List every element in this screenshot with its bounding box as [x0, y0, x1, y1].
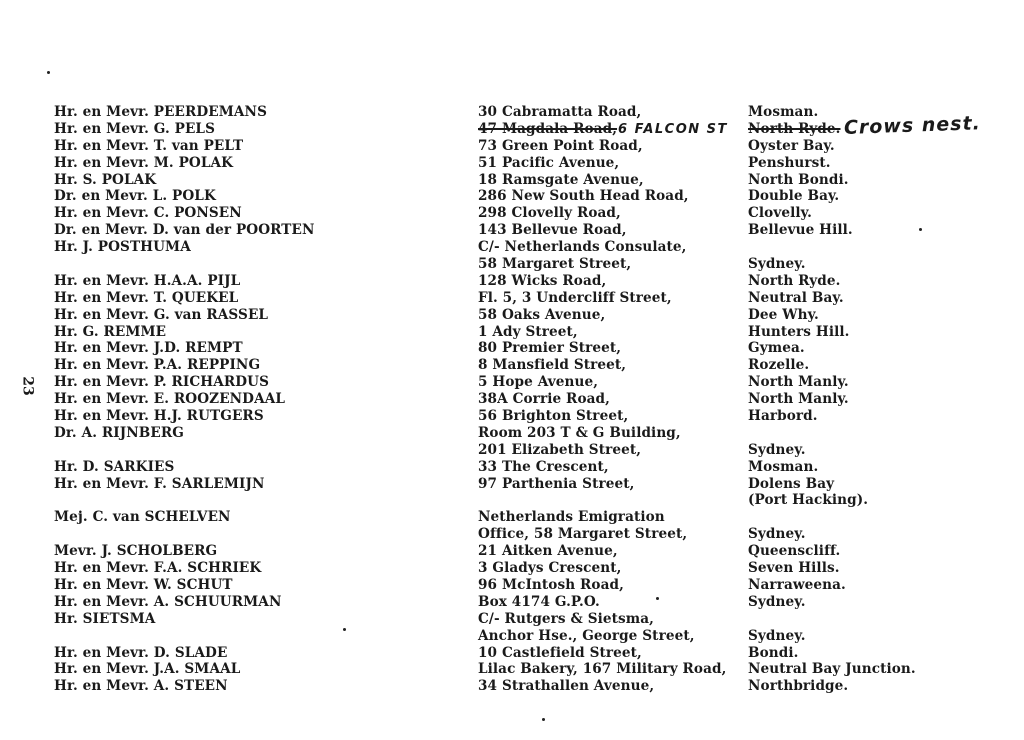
address-line: 143 Bellevue Road,	[478, 222, 627, 239]
address-line: 10 Castlefield Street,	[478, 644, 642, 661]
name-line	[54, 526, 474, 543]
name-line: Hr. G. REMME	[54, 323, 167, 340]
address-line: 201 Elizabeth Street,	[478, 441, 642, 458]
suburb-line: Sydney.	[748, 593, 806, 610]
name-line	[54, 628, 474, 645]
name-line: Hr. en Mevr. F.A. SCHRIEK	[54, 560, 262, 577]
name-line: Hr. SIETSMA	[54, 610, 156, 627]
name-line: Hr. en Mevr. E. ROOZENDAAL	[54, 391, 286, 408]
suburb-line: Sydney.	[748, 526, 806, 543]
address-line: Fl. 5, 3 Undercliff Street,	[478, 289, 672, 306]
suburb-line: Queenscliff.	[748, 543, 841, 560]
name-line: Hr. en Mevr. P.A. REPPING	[54, 357, 261, 374]
suburb-line	[748, 509, 1008, 526]
address-line: 73 Green Point Road,	[478, 137, 643, 154]
suburb-line: Gymea.	[748, 340, 805, 357]
address-line: Anchor Hse., George Street,	[478, 627, 695, 644]
name-line: Hr. J. POSTHUMA	[54, 239, 191, 256]
address-line: Box 4174 G.P.O.	[478, 593, 600, 610]
name-line: Hr. en Mevr. C. PONSEN	[54, 205, 242, 222]
struck-suburb: North Ryde.	[748, 120, 841, 137]
suburb-line: Dee Why.	[748, 306, 819, 323]
suburb-line: Mosman.	[748, 458, 819, 475]
name-line: Hr. en Mevr. T. QUEKEL	[54, 289, 239, 306]
suburb-line: Bondi.	[748, 644, 799, 661]
name-line: Hr. en Mevr. W. SCHUT	[54, 576, 233, 593]
suburb-line: Sydney.	[748, 627, 806, 644]
struck-address: 47 Magdala Road,	[478, 120, 618, 137]
suburb-line: Mosman.	[748, 104, 819, 120]
name-line: Hr. en Mevr. H.J. RUTGERS	[54, 408, 264, 425]
address-line: 128 Wicks Road,	[478, 272, 607, 289]
address-line: 1 Ady Street,	[478, 323, 578, 340]
suburb-line: North Ryde.	[748, 272, 841, 289]
name-line: Dr. en Mevr. D. van der POORTEN	[54, 222, 315, 239]
address-line: 58 Margaret Street,	[478, 256, 632, 273]
suburb-line	[748, 425, 1008, 442]
suburb-line: Double Bay.	[748, 188, 840, 205]
suburb-line: Neutral Bay.	[748, 289, 844, 306]
scan-speck	[656, 597, 659, 600]
address-column	[478, 104, 746, 695]
address-line: 34 Strathallen Avenue,	[478, 678, 655, 695]
suburb-line: Penshurst.	[748, 154, 831, 171]
name-line: Hr. en Mevr. D. SLADE	[54, 644, 228, 661]
suburb-line	[748, 239, 1008, 256]
address-line: 58 Oaks Avenue,	[478, 306, 606, 323]
name-line: Dr. A. RIJNBERG	[54, 424, 184, 441]
suburb-line: Sydney.	[748, 256, 806, 273]
name-line	[54, 492, 474, 509]
suburb-line: Clovelly.	[748, 205, 812, 222]
address-line: 298 Clovelly Road,	[478, 205, 621, 222]
address-line: C/- Rutgers & Sietsma,	[478, 610, 655, 627]
suburb-line: North Bondi.	[748, 171, 849, 188]
address-line: C/- Netherlands Consulate,	[478, 239, 687, 256]
suburb-line: Hunters Hill.	[748, 323, 850, 340]
name-line: Hr. en Mevr. H.A.A. PIJL	[54, 272, 241, 289]
suburb-line: Rozelle.	[748, 357, 810, 374]
name-line	[54, 256, 474, 273]
address-line: 96 McIntosh Road,	[478, 576, 624, 593]
suburb-line: Dolens Bay	[748, 475, 835, 492]
name-line: Hr. en Mevr. M. POLAK	[54, 154, 234, 171]
suburb-line: North Manly.	[748, 391, 849, 408]
address-line: 56 Brighton Street,	[478, 408, 629, 425]
address-line: 21 Aitken Avenue,	[478, 543, 618, 560]
name-line: Dr. en Mevr. L. POLK	[54, 188, 216, 205]
address-line: 33 The Crescent,	[478, 458, 609, 475]
suburb-line: North Manly.	[748, 374, 849, 391]
suburb-line: Harbord.	[748, 408, 818, 425]
name-line: Hr. S. POLAK	[54, 171, 157, 188]
name-line: Hr. en Mevr. PEERDEMANS	[54, 104, 267, 120]
suburb-line: Seven Hills.	[748, 560, 840, 577]
scan-speck	[47, 71, 50, 74]
suburb-line: Sydney.	[748, 441, 806, 458]
address-line: Office, 58 Margaret Street,	[478, 526, 688, 543]
suburb-line: Narraweena.	[748, 576, 846, 593]
address-line: 38A Corrie Road,	[478, 391, 610, 408]
name-line: Hr. en Mevr. T. van PELT	[54, 137, 244, 154]
name-line: Mej. C. van SCHELVEN	[54, 509, 231, 526]
address-line: 97 Parthenia Street,	[478, 475, 635, 492]
name-line: Hr. en Mevr. A. SCHUURMAN	[54, 593, 282, 610]
suburb-line: Northbridge.	[748, 678, 849, 695]
suburb-line: (Port Hacking).	[748, 492, 869, 509]
scan-speck	[343, 628, 346, 631]
suburb-line: Bellevue Hill.	[748, 222, 853, 239]
name-line: Hr. en Mevr. F. SARLEMIJN	[54, 475, 265, 492]
handwritten-address: 6 FALCON ST	[618, 121, 728, 137]
name-line: Hr. en Mevr. G. PELS	[54, 120, 216, 137]
address-line: 286 New South Head Road,	[478, 188, 689, 205]
name-line: Mevr. J. SCHOLBERG	[54, 543, 218, 560]
suburb-column	[748, 104, 1008, 695]
name-line	[54, 442, 474, 459]
address-line: 3 Gladys Crescent,	[478, 560, 622, 577]
address-line: 51 Pacific Avenue,	[478, 154, 620, 171]
address-line: 8 Mansfield Street,	[478, 357, 627, 374]
address-line: Room 203 T & G Building,	[478, 424, 681, 441]
scan-speck	[542, 718, 545, 721]
address-line: Lilac Bakery, 167 Military Road,	[478, 661, 727, 678]
name-line: Hr. en Mevr. P. RICHARDUS	[54, 374, 270, 391]
name-line: Hr. en Mevr. J.D. REMPT	[54, 340, 243, 357]
address-line-corrected	[478, 121, 746, 138]
address-line: Netherlands Emigration	[478, 509, 665, 526]
name-line: Hr. en Mevr. G. van RASSEL	[54, 306, 269, 323]
suburb-line: Neutral Bay Junction.	[748, 661, 916, 678]
address-line	[478, 492, 746, 509]
page-number: 23	[19, 376, 36, 396]
suburb-line	[748, 611, 1008, 628]
name-line: Hr. en Mevr. J.A. SMAAL	[54, 661, 241, 678]
suburb-line: Oyster Bay.	[748, 137, 835, 154]
name-line: Hr. D. SARKIES	[54, 458, 175, 475]
scan-speck	[919, 228, 922, 231]
address-line: 5 Hope Avenue,	[478, 374, 599, 391]
address-line: 30 Cabramatta Road,	[478, 104, 642, 120]
address-line: 18 Ramsgate Avenue,	[478, 171, 644, 188]
name-line: Hr. en Mevr. A. STEEN	[54, 678, 228, 695]
handwritten-suburb: Crows nest.	[843, 112, 982, 139]
address-line: 80 Premier Street,	[478, 340, 622, 357]
names-column	[54, 104, 474, 695]
